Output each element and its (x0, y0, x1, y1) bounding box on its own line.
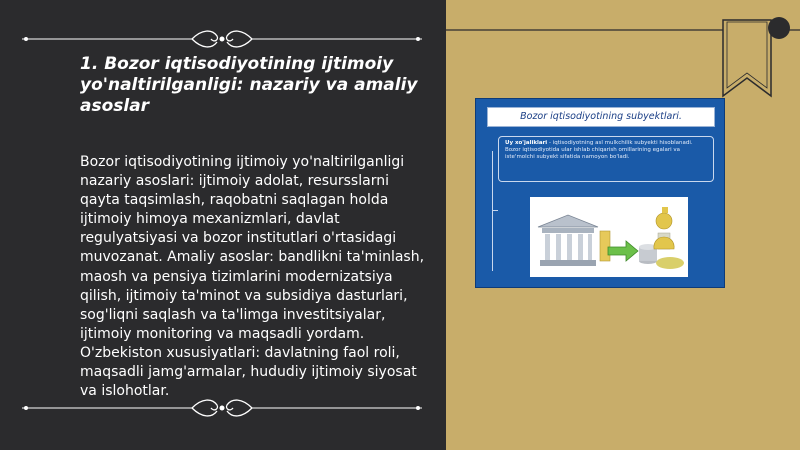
picture-box-lead: Uy xo'jaliklari (505, 140, 548, 146)
picture-box-text: - iqtisodiyotning asl mulkchilik subyekti hisoblanadi. Bozor iqtisodiyotida ular ishlab chiqarish omillarining egalari va iste'molchi subyekt sifatida namoyon bo'ladi. (505, 140, 693, 160)
ornamental-divider-bottom (22, 393, 422, 423)
arrow-icon (608, 241, 638, 261)
picture-illustration (530, 197, 688, 277)
embedded-slide-image (475, 98, 725, 288)
slide-body-text: Bozor iqtisodiyotining ijtimoiy yo'naltirilganligi nazariy asoslari: ijtimoiy adolat, resursslarni qayta taqsimlash, raqobatni saqlagan holda ijtimoiy himoya mexanizmlari, davlat regulyatsiyasi va bozor institutlari o'rtasidagi muvozanat. Amaliy asoslar: bandlikni ta'minlash, maosh va pensiya tizimlarini modernizatsiya qilish, ijtimoiy ta'minot va subsidiya dasturlari, sog'liqni saqlash va ta'limga investitsiyalar, ijtimoiy monitoring va maqsadli yordam. O'zbekiston xususiyatlari: davlatning faol roli, maqsadli jamg'armalar, hududiy ijtimoiy siyosat va islohotlar. (80, 154, 425, 400)
picture-connector-line (492, 151, 493, 271)
bookmark-ribbon-icon (446, 0, 800, 100)
picture-title: Bozor iqtisodiyotining subyektlari. (487, 107, 715, 127)
picture-definition-box (498, 136, 714, 182)
bank-building-icon (538, 215, 610, 266)
slide-title: 1. Bozor iqtisodiyotining ijtimoiy yo'naltirilganligi: nazariy va amaliy asoslar (80, 54, 418, 116)
ornamental-divider-top (22, 24, 422, 54)
picture-connector-tick (492, 210, 498, 211)
